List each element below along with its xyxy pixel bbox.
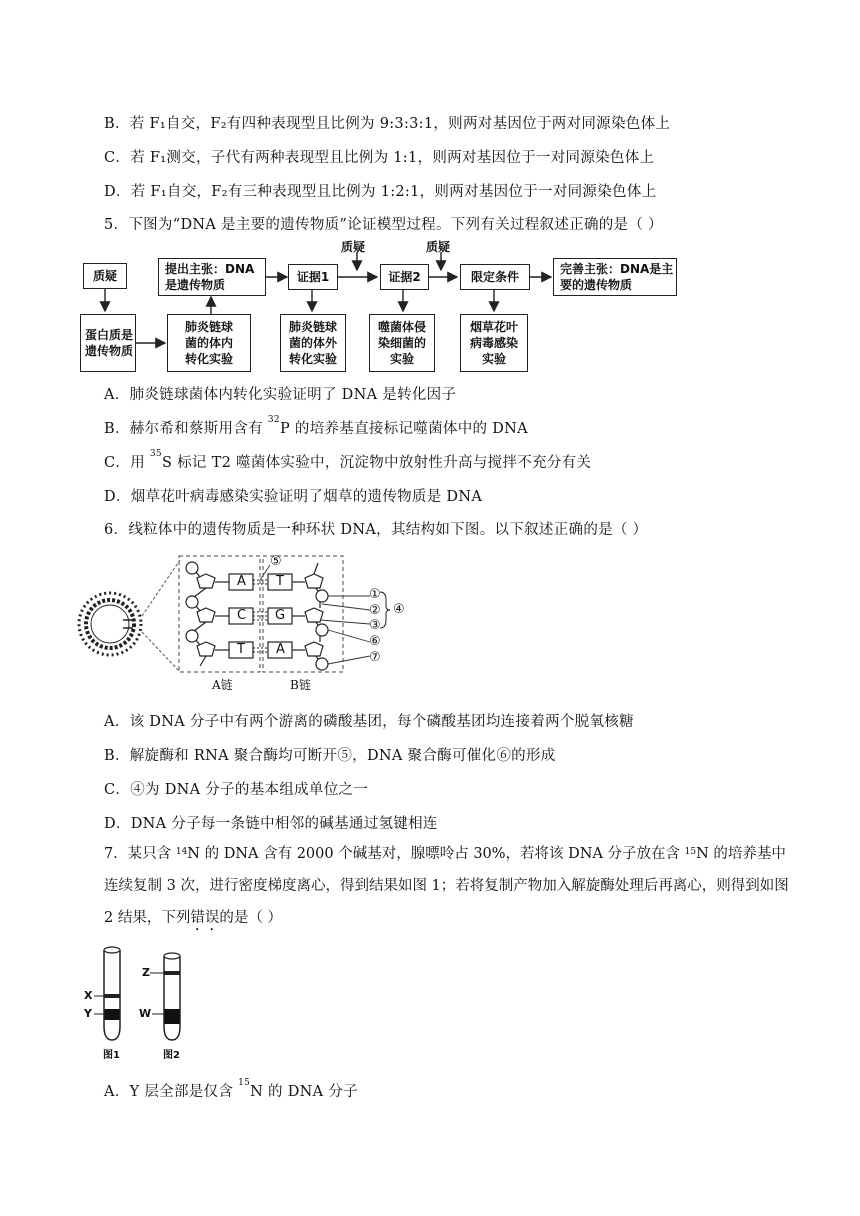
- limit-box: 限定条件: [460, 264, 530, 290]
- band-x-label: X: [84, 989, 93, 1002]
- q5-stem: 5．下图为“DNA 是主要的遗传物质”论证模型过程。下列有关过程叙述正确的是（ ）: [104, 217, 663, 233]
- evidence1-box: 证据1: [288, 264, 338, 290]
- q5-option-c: C．用 $^{35}$S 标记 T2 噬菌体实验中，沉淀物中放射性升高与搅拌不充分有关: [104, 449, 592, 471]
- evidence2-box: 证据2: [380, 264, 429, 290]
- chain-b-label: B链: [290, 678, 311, 692]
- fig2-label: 图2: [163, 1050, 180, 1061]
- invitro-box: 肺炎链球菌的体外转化实验: [280, 314, 346, 372]
- question-label-2: 质疑: [341, 240, 366, 254]
- invivo-box: 肺炎链球菌的体内转化实验: [167, 314, 251, 372]
- base-t1: T: [237, 642, 245, 657]
- label-2: ②: [369, 603, 381, 618]
- q7-stem: 7．某只含 $^{14}$N 的 DNA 含有 2000 个碱基对，腺嘌呤占 30%，若将该 DNA 分子放在含 $^{15}$N 的培养基中连续复制 3 次，进行密度梯度离心，得到结果如图 1；若将复制产物加入解旋酶处理后再离心，则得到如图 2 结果，下列错误的是（ ）: [104, 846, 789, 926]
- label-6: ⑥: [369, 634, 381, 649]
- base-a2: A: [276, 642, 285, 657]
- q6-option-a: A．该 DNA 分子中有两个游离的磷酸基团，每个磷酸基团均连接着两个脱氧核糖: [104, 714, 634, 730]
- band-w-label: W: [139, 1007, 152, 1020]
- protein-box: 蛋白质是遗传物质: [80, 314, 136, 372]
- q6-option-c: C．④为 DNA 分子的基本组成单位之一: [104, 782, 369, 798]
- base-a1: A: [237, 574, 246, 589]
- base-c1: C: [237, 608, 247, 623]
- final-claim-box: 完善主张：DNA是主要的遗传物质: [553, 258, 677, 296]
- question-box: 质疑: [83, 263, 127, 289]
- label-1: ①: [369, 587, 381, 602]
- label-4: ④: [393, 602, 405, 617]
- q5-option-b: B．赫尔希和蔡斯用含有 $^{32}$P 的培养基直接标记噬菌体中的 DNA: [104, 415, 528, 437]
- tmv-box: 烟草花叶病毒感染实验: [460, 314, 528, 372]
- q5-option-a: A．肺炎链球菌体内转化实验证明了 DNA 是转化因子: [104, 387, 457, 403]
- claim-box: 提出主张：DNA是遗传物质: [158, 258, 266, 296]
- q4-option-c: C．若 F₁测交，子代有两种表现型且比例为 1:1，则两对基因位于一对同源染色体上: [104, 150, 655, 166]
- base-g2: G: [275, 608, 286, 623]
- q5-option-d: D．烟草花叶病毒感染实验证明了烟草的遗传物质是 DNA: [104, 489, 483, 505]
- q7-option-a: A．Y 层全部是仅含 $^{15}$N 的 DNA 分子: [104, 1078, 358, 1100]
- fig1-label: 图1: [103, 1050, 120, 1061]
- label-5: ⑤: [270, 554, 282, 569]
- phage-box: 噬菌体侵染细菌的实验: [369, 314, 435, 372]
- label-3: ③: [369, 618, 381, 633]
- q6-option-d: D．DNA 分子每一条链中相邻的碱基通过氢键相连: [104, 816, 438, 832]
- q4-option-d: D．若 F₁自交，F₂有三种表现型且比例为 1:2:1，则两对基因位于一对同源染色体上: [104, 184, 657, 200]
- question-label-3: 质疑: [426, 240, 451, 254]
- q4-option-b: B．若 F₁自交，F₂有四种表现型且比例为 9:3:3:1，则两对基因位于两对同源染色体上: [104, 116, 671, 132]
- q6-stem: 6．线粒体中的遗传物质是一种环状 DNA，其结构如下图。以下叙述正确的是（ ）: [104, 522, 648, 538]
- chain-a-label: A链: [212, 678, 233, 692]
- band-y-label: Y: [84, 1007, 92, 1020]
- base-t2: T: [276, 574, 284, 589]
- label-7: ⑦: [369, 650, 381, 665]
- q6-option-b: B．解旋酶和 RNA 聚合酶均可断开⑤，DNA 聚合酶可催化⑥的形成: [104, 748, 556, 764]
- band-z-label: Z: [142, 966, 150, 979]
